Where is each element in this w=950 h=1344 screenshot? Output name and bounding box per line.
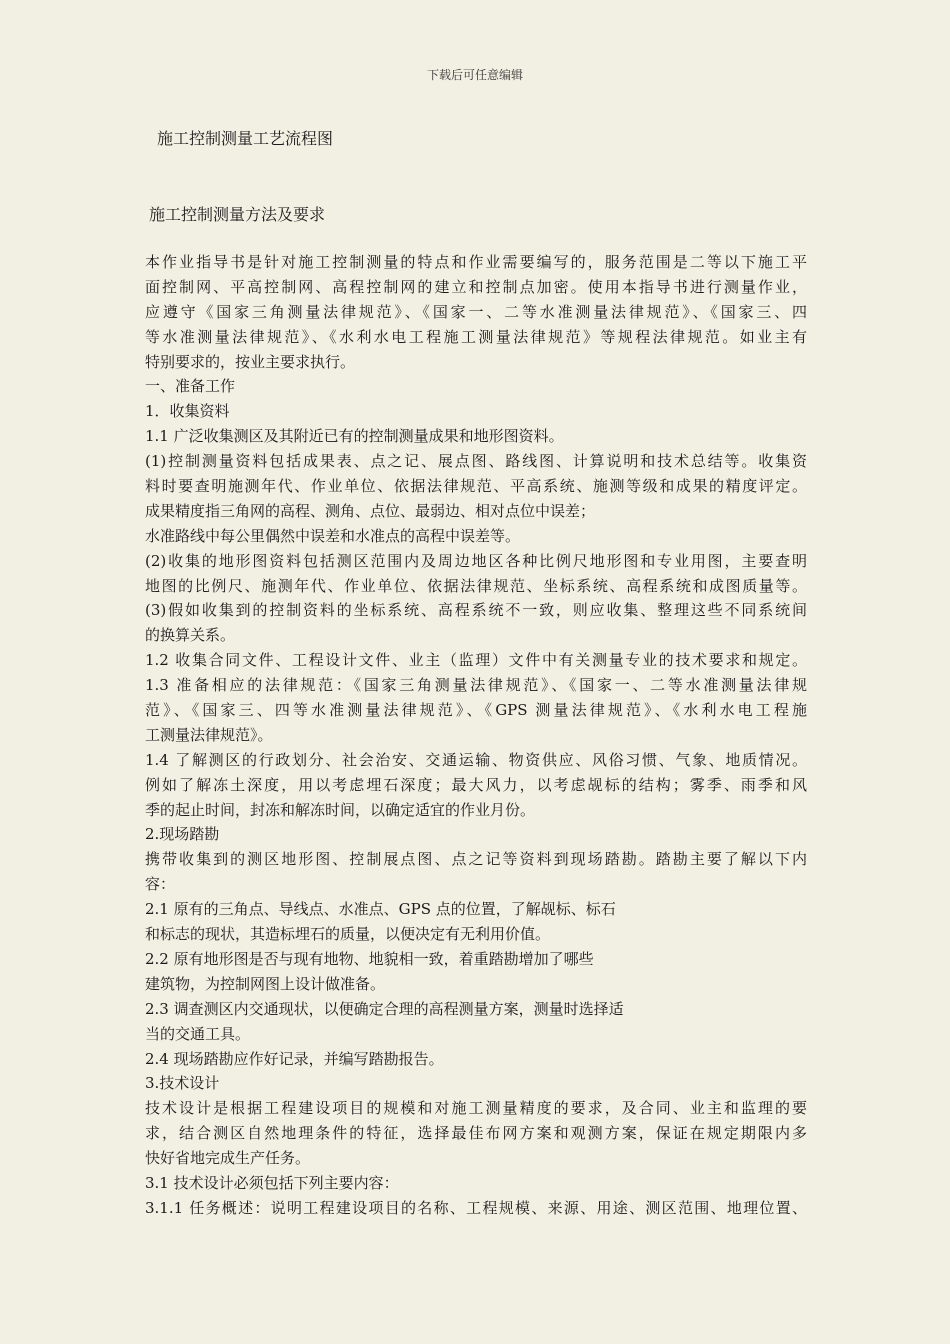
- text-line: 1.3 准备相应的法律规范：《国家三角测量法律规范》、《国家一、二等水准测量法律规: [145, 676, 807, 695]
- text-line: 2.4 现场踏勘应作好记录，并编写踏勘报告。: [145, 1049, 444, 1068]
- text-line: 当的交通工具。: [145, 1024, 251, 1043]
- text-line: 地图的比例尺、施测年代、作业单位、依据法律规范、坐标系统、高程系统和成图质量等。: [145, 576, 807, 595]
- text-line: 携带收集到的测区地形图、控制展点图、点之记等资料到现场踏勘。踏勘主要了解以下内: [145, 850, 807, 869]
- page-header-note: 下载后可任意编辑: [426, 68, 523, 82]
- text-line: 1.4 了解测区的行政划分、社会治安、交通运输、物资供应、风俗习惯、气象、地质情况。: [145, 750, 807, 769]
- text-line: 技术设计是根据工程建设项目的规模和对施工测量精度的要求，及合同、业主和监理的要: [145, 1099, 807, 1118]
- text-line: (2)收集的地形图资料包括测区范围内及周边地区各种比例尺地形图和专业用图，主要查明: [145, 551, 807, 570]
- body-text: [145, 250, 807, 1221]
- text-line: 求，结合测区自然地理条件的特征，选择最佳布网方案和观测方案，保证在规定期限内多: [145, 1124, 807, 1143]
- text-line: (3)假如收集到的控制资料的坐标系统、高程系统不一致，则应收集、整理这些不同系统间: [145, 601, 807, 620]
- text-line: 2.3 调查测区内交通现状，以便确定合理的高程测量方案，测量时选择适: [145, 999, 624, 1018]
- text-line: 例如了解冻土深度，用以考虑埋石深度；最大风力，以考虑觇标的结构；雾季、雨季和风: [145, 775, 807, 794]
- text-line: 1.2 收集合同文件、工程设计文件、业主（监理）文件中有关测量专业的技术要求和规定。: [145, 651, 807, 670]
- text-line: 1．收集资料: [145, 402, 230, 421]
- text-line: 水准路线中每公里偶然中误差和水准点的高程中误差等。: [145, 526, 521, 545]
- document-title: 施工控制测量工艺流程图: [157, 129, 334, 148]
- text-line: 应遵守《国家三角测量法律规范》、《国家一、二等水准测量法律规范》、《国家三、四: [145, 302, 807, 321]
- text-line: 1.1 广泛收集测区及其附近已有的控制测量成果和地形图资料。: [145, 427, 564, 446]
- text-line: 成果精度指三角网的高程、测角、点位、最弱边、相对点位中误差；: [145, 501, 596, 520]
- text-line: 2.2 原有地形图是否与现有地物、地貌相一致，着重踏勘增加了哪些: [145, 949, 594, 968]
- text-line: 2.1 原有的三角点、导线点、水准点、GPS 点的位置，了解觇标、标石: [145, 900, 616, 919]
- text-line: 建筑物，为控制网图上设计做准备。: [145, 974, 386, 993]
- text-line: 容：: [145, 875, 176, 894]
- section-subtitle: 施工控制测量方法及要求: [149, 205, 326, 224]
- text-line: 3.技术设计: [145, 1074, 220, 1093]
- text-line: 特别要求的，按业主要求执行。: [145, 352, 356, 371]
- text-line: 一、准备工作: [145, 377, 236, 396]
- text-line: (1)控制测量资料包括成果表、点之记、展点图、路线图、计算说明和技术总结等。收集资: [145, 452, 807, 471]
- text-line: 的换算关系。: [145, 626, 236, 645]
- text-line: 本作业指导书是针对施工控制测量的特点和作业需要编写的，服务范围是二等以下施工平: [145, 253, 807, 271]
- text-line: 面控制网、平高控制网、高程控制网的建立和控制点加密。使用本指导书进行测量作业，: [145, 277, 807, 296]
- text-line: 范》、《国家三、四等水准测量法律规范》、《GPS 测量法律规范》、《水利水电工程施: [145, 701, 807, 720]
- text-line: 3.1.1 任务概述：说明工程建设项目的名称、工程规模、来源、用途、测区范围、地理位置、: [145, 1198, 807, 1217]
- text-line: 工测量法律规范》。: [145, 725, 273, 744]
- text-line: 快好省地完成生产任务。: [145, 1149, 311, 1168]
- text-line: 季的起止时间，封冻和解冻时间，以确定适宜的作业月份。: [145, 800, 536, 819]
- text-line: 等水准测量法律规范》、《水利水电工程施工测量法律规范》等规程法律规范。如业主有: [145, 327, 807, 346]
- text-line: 2.现场踏勘: [145, 825, 220, 844]
- text-line: 3.1 技术设计必须包括下列主要内容：: [145, 1173, 399, 1192]
- text-line: 和标志的现状，其造标埋石的质量，以便决定有无利用价值。: [145, 925, 551, 944]
- text-line: 料时要查明施测年代、作业单位、依据法律规范、平高系统、施测等级和成果的精度评定。: [145, 477, 807, 496]
